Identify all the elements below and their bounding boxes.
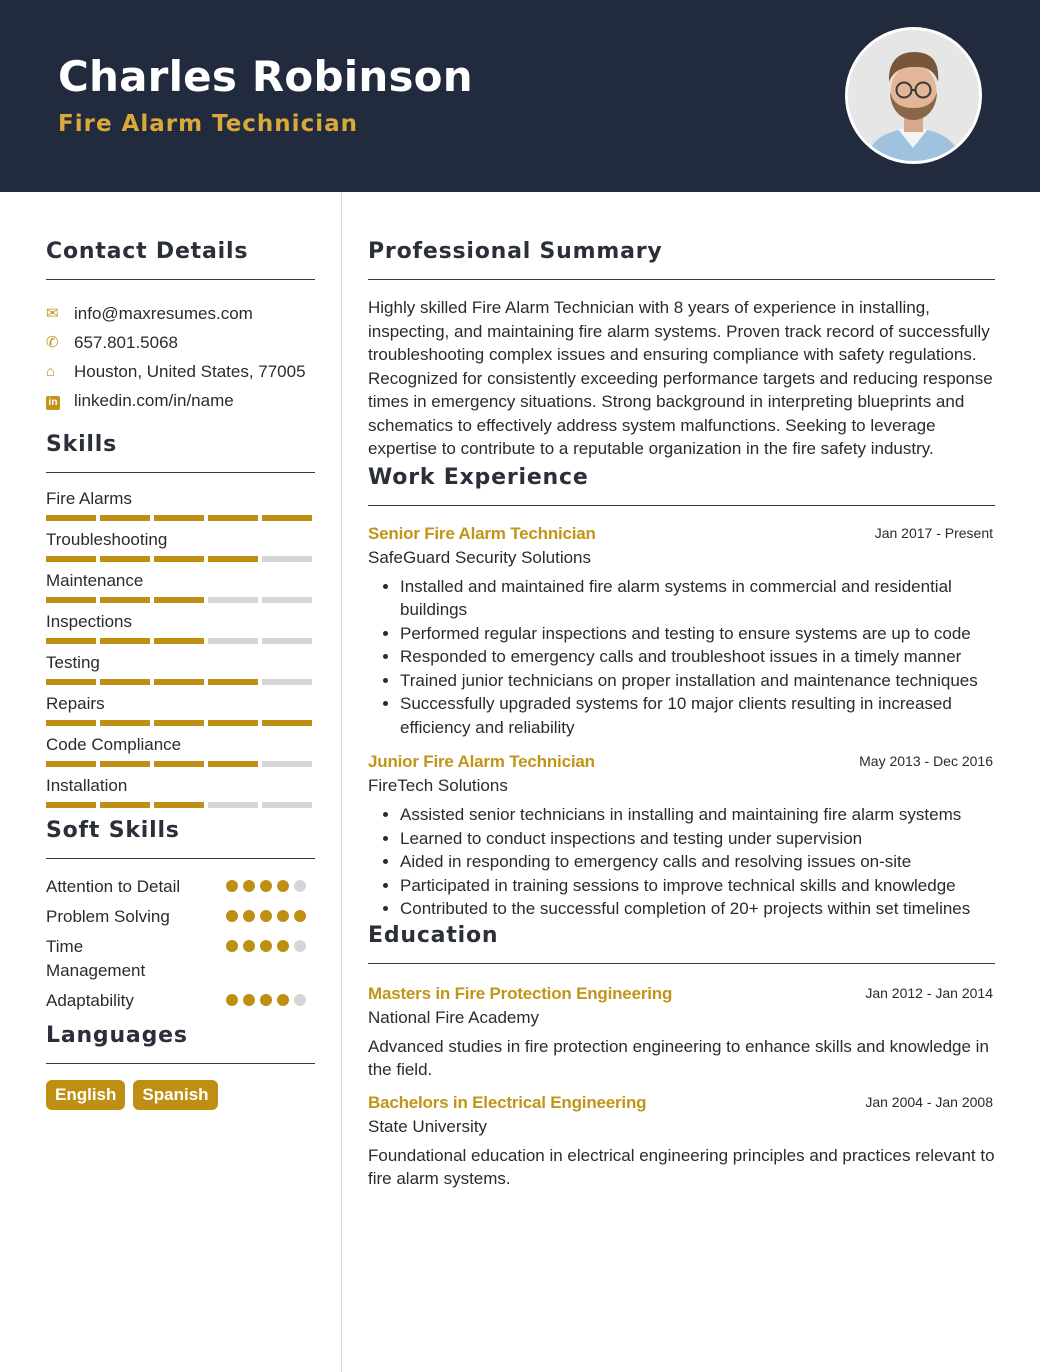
education-entry bbox=[368, 1091, 995, 1191]
language-tag: Spanish bbox=[133, 1080, 217, 1110]
skill-level-segment bbox=[100, 597, 150, 603]
soft-skill-dot bbox=[277, 994, 289, 1006]
skill-level-segment bbox=[262, 679, 312, 685]
soft-skill-dots bbox=[226, 910, 310, 922]
skills-heading: Skills bbox=[46, 432, 117, 457]
summary-heading: Professional Summary bbox=[368, 239, 663, 264]
skill-name: Inspections bbox=[46, 612, 132, 631]
skill-level-segment bbox=[208, 679, 258, 685]
skills-section bbox=[46, 430, 315, 808]
degree-dates: Jan 2004 - Jan 2008 bbox=[865, 1093, 993, 1110]
soft-skills-list bbox=[46, 875, 315, 1019]
skill-item bbox=[46, 775, 315, 808]
education-entry bbox=[368, 982, 995, 1082]
soft-skill-dots bbox=[226, 994, 310, 1006]
job-bullet: • Aided in responding to emergency calls and resolving issues on-site bbox=[400, 850, 995, 874]
job-bullet: • Performed regular inspections and testing to ensure systems are up to code bbox=[400, 622, 995, 646]
soft-skills-heading: Soft Skills bbox=[46, 818, 180, 843]
degree-title: Masters in Fire Protection Engineering bbox=[368, 983, 673, 1003]
contact-rule bbox=[46, 279, 315, 280]
soft-skill-dot bbox=[294, 994, 306, 1006]
skill-name: Code Compliance bbox=[46, 735, 182, 754]
job-bullet: • Contributed to the successful completion of 20+ projects within set timelines bbox=[400, 897, 995, 921]
skill-level-segment bbox=[100, 802, 150, 808]
soft-skill-item bbox=[46, 935, 315, 989]
soft-skill-dot bbox=[260, 940, 272, 952]
languages-rule bbox=[46, 1063, 315, 1064]
school-name: National Fire Academy bbox=[368, 1007, 540, 1027]
skill-level-segment bbox=[262, 761, 312, 767]
skill-level-segment bbox=[208, 802, 258, 808]
contact-phone-text: 657.801.5068 bbox=[74, 333, 178, 352]
skill-level-segment bbox=[262, 515, 312, 521]
profile-photo-illustration bbox=[848, 30, 979, 161]
skill-level-bar bbox=[46, 720, 315, 726]
job-company: SafeGuard Security Solutions bbox=[368, 547, 592, 567]
education-rule bbox=[368, 963, 995, 964]
resume-header bbox=[0, 0, 1040, 192]
skill-level-segment bbox=[100, 679, 150, 685]
skill-item bbox=[46, 529, 315, 562]
soft-skill-dot bbox=[226, 910, 238, 922]
soft-skill-item bbox=[46, 875, 315, 905]
summary-section bbox=[368, 237, 995, 461]
job-title: Senior Fire Alarm Technician bbox=[368, 523, 596, 543]
candidate-name: Charles Robinson bbox=[58, 52, 473, 101]
skill-level-bar bbox=[46, 556, 315, 562]
contact-linkedin bbox=[46, 389, 315, 413]
soft-skill-dots bbox=[226, 940, 310, 952]
skill-level-segment bbox=[154, 556, 204, 562]
job-bullet: • Participated in training sessions to improve technical skills and knowledge bbox=[400, 874, 995, 898]
job-bullet: • Installed and maintained fire alarm systems in commercial and residential buildings bbox=[400, 575, 995, 622]
language-tag: English bbox=[46, 1080, 125, 1110]
skill-name: Installation bbox=[46, 776, 128, 795]
skill-level-segment bbox=[262, 638, 312, 644]
skill-level-segment bbox=[154, 679, 204, 685]
skill-name: Repairs bbox=[46, 694, 105, 713]
skill-level-segment bbox=[100, 761, 150, 767]
skill-level-bar bbox=[46, 597, 315, 603]
soft-skill-dot bbox=[260, 910, 272, 922]
skill-level-segment bbox=[100, 638, 150, 644]
degree-description: Advanced studies in fire protection engineering to enhance skills and knowledge in the field. bbox=[368, 1036, 989, 1079]
skills-rule bbox=[46, 472, 315, 473]
soft-skill-dot bbox=[243, 880, 255, 892]
skill-level-bar bbox=[46, 802, 315, 808]
job-entry bbox=[368, 750, 995, 921]
soft-skills-section bbox=[46, 816, 315, 1019]
job-company: FireTech Solutions bbox=[368, 776, 508, 795]
skill-level-segment bbox=[154, 597, 204, 603]
soft-skill-dot bbox=[294, 910, 306, 922]
job-entry bbox=[368, 522, 995, 740]
skill-level-segment bbox=[154, 802, 204, 808]
soft-skill-dot bbox=[226, 994, 238, 1006]
skill-level-segment bbox=[46, 802, 96, 808]
soft-skill-dot bbox=[277, 910, 289, 922]
summary-rule bbox=[368, 279, 995, 280]
skill-level-segment bbox=[100, 515, 150, 521]
column-divider bbox=[341, 192, 342, 1372]
soft-skill-dot bbox=[294, 940, 306, 952]
skill-level-segment bbox=[208, 556, 258, 562]
skill-level-segment bbox=[46, 515, 96, 521]
job-dates: May 2013 - Dec 2016 bbox=[859, 753, 993, 769]
school-name: State University bbox=[368, 1116, 488, 1136]
soft-skill-dot bbox=[260, 994, 272, 1006]
skill-level-segment bbox=[262, 802, 312, 808]
skill-level-segment bbox=[208, 761, 258, 767]
soft-skill-name: Time Management bbox=[46, 937, 146, 980]
skill-level-bar bbox=[46, 638, 315, 644]
soft-skill-dots bbox=[226, 880, 310, 892]
languages-section bbox=[46, 1021, 315, 1110]
job-bullet: • Learned to conduct inspections and testing under supervision bbox=[400, 827, 995, 851]
contact-address bbox=[46, 360, 315, 384]
skill-item bbox=[46, 488, 315, 521]
skill-level-segment bbox=[154, 761, 204, 767]
skill-level-segment bbox=[154, 720, 204, 726]
skill-item bbox=[46, 652, 315, 685]
soft-skill-item bbox=[46, 989, 315, 1019]
degree-title: Bachelors in Electrical Engineering bbox=[368, 1092, 647, 1112]
skill-level-bar bbox=[46, 515, 315, 521]
left-column bbox=[46, 192, 315, 1110]
skill-name: Troubleshooting bbox=[46, 530, 168, 549]
languages-heading: Languages bbox=[46, 1023, 188, 1048]
contact-email-text: info@maxresumes.com bbox=[74, 304, 253, 323]
soft-skills-rule bbox=[46, 858, 315, 859]
home-icon: ⌂ bbox=[46, 363, 56, 380]
skill-level-bar bbox=[46, 761, 315, 767]
soft-skill-dot bbox=[243, 940, 255, 952]
skill-level-segment bbox=[262, 720, 312, 726]
skill-level-segment bbox=[262, 556, 312, 562]
soft-skill-name: Problem Solving bbox=[46, 907, 170, 926]
envelope-icon: ✉ bbox=[46, 305, 59, 322]
skill-level-bar bbox=[46, 679, 315, 685]
education-section bbox=[368, 921, 995, 1191]
skill-level-segment bbox=[100, 556, 150, 562]
job-bullet: • Successfully upgraded systems for 10 major clients resulting in increased efficiency and reliability bbox=[400, 692, 995, 739]
skill-item bbox=[46, 611, 315, 644]
skill-level-segment bbox=[100, 720, 150, 726]
experience-section bbox=[368, 463, 995, 921]
job-bullet: • Trained junior technicians on proper installation and maintenance techniques bbox=[400, 669, 995, 693]
contact-list bbox=[46, 302, 315, 413]
phone-icon: ✆ bbox=[46, 334, 59, 351]
contact-email bbox=[46, 302, 315, 326]
language-tags bbox=[46, 1080, 315, 1110]
skill-level-segment bbox=[46, 761, 96, 767]
skill-level-segment bbox=[46, 556, 96, 562]
job-bullets bbox=[400, 575, 995, 740]
skill-level-segment bbox=[262, 597, 312, 603]
skill-name: Testing bbox=[46, 653, 100, 672]
skill-level-segment bbox=[154, 515, 204, 521]
skills-list bbox=[46, 488, 315, 808]
contact-section bbox=[46, 237, 315, 413]
skill-name: Fire Alarms bbox=[46, 489, 132, 508]
soft-skill-dot bbox=[243, 994, 255, 1006]
experience-heading: Work Experience bbox=[368, 464, 589, 490]
job-dates: Jan 2017 - Present bbox=[874, 524, 993, 541]
soft-skill-name: Attention to Detail bbox=[46, 877, 181, 896]
skill-item bbox=[46, 734, 315, 767]
contact-heading: Contact Details bbox=[46, 239, 249, 264]
skill-level-segment bbox=[208, 515, 258, 521]
soft-skill-item bbox=[46, 905, 315, 935]
skill-level-segment bbox=[46, 720, 96, 726]
soft-skill-name: Adaptability bbox=[46, 991, 134, 1010]
skill-level-segment bbox=[208, 597, 258, 603]
skill-level-segment bbox=[208, 638, 258, 644]
contact-linkedin-text: linkedin.com/in/name bbox=[74, 391, 234, 410]
degree-description: Foundational education in electrical engineering principles and practices relevant to fire alarm systems. bbox=[368, 1145, 995, 1188]
contact-phone bbox=[46, 331, 315, 355]
skill-level-segment bbox=[208, 720, 258, 726]
job-bullet: • Responded to emergency calls and troubleshoot issues in a timely manner bbox=[400, 645, 995, 669]
soft-skill-dot bbox=[277, 880, 289, 892]
job-bullets bbox=[400, 803, 995, 921]
soft-skill-dot bbox=[294, 880, 306, 892]
education-heading: Education bbox=[368, 922, 499, 948]
skill-level-segment bbox=[154, 638, 204, 644]
linkedin-icon: in bbox=[46, 389, 74, 413]
skill-level-segment bbox=[46, 597, 96, 603]
candidate-role: Fire Alarm Technician bbox=[58, 111, 358, 137]
skill-name: Maintenance bbox=[46, 571, 144, 590]
right-column bbox=[368, 192, 995, 1191]
skill-level-segment bbox=[46, 638, 96, 644]
job-title: Junior Fire Alarm Technician bbox=[368, 752, 595, 771]
soft-skill-dot bbox=[243, 910, 255, 922]
summary-text: Highly skilled Fire Alarm Technician with 8 years of experience in installing, inspecting, and maintaining fire alarm systems. Proven track record of successfully troubleshooting complex issues and ensuring compliance with safety regulations. Recognized for consistently exceeding performance targets and reducing response times in emergency situations. Strong background in interpreting blueprints and schematics to effectively address system malfunctions. Seeking to leverage expertise to contribute to a reputable organization in the fire safety industry. bbox=[368, 298, 993, 458]
skill-item bbox=[46, 693, 315, 726]
skill-level-segment bbox=[46, 679, 96, 685]
soft-skill-dot bbox=[226, 880, 238, 892]
soft-skill-dot bbox=[226, 940, 238, 952]
profile-photo bbox=[845, 27, 982, 164]
soft-skill-dot bbox=[277, 940, 289, 952]
job-bullet: • Assisted senior technicians in installing and maintaining fire alarm systems bbox=[400, 803, 995, 827]
experience-rule bbox=[368, 505, 995, 506]
skill-item bbox=[46, 570, 315, 603]
degree-dates: Jan 2012 - Jan 2014 bbox=[865, 984, 993, 1001]
contact-address-text: Houston, United States, 77005 bbox=[74, 362, 306, 381]
soft-skill-dot bbox=[260, 880, 272, 892]
